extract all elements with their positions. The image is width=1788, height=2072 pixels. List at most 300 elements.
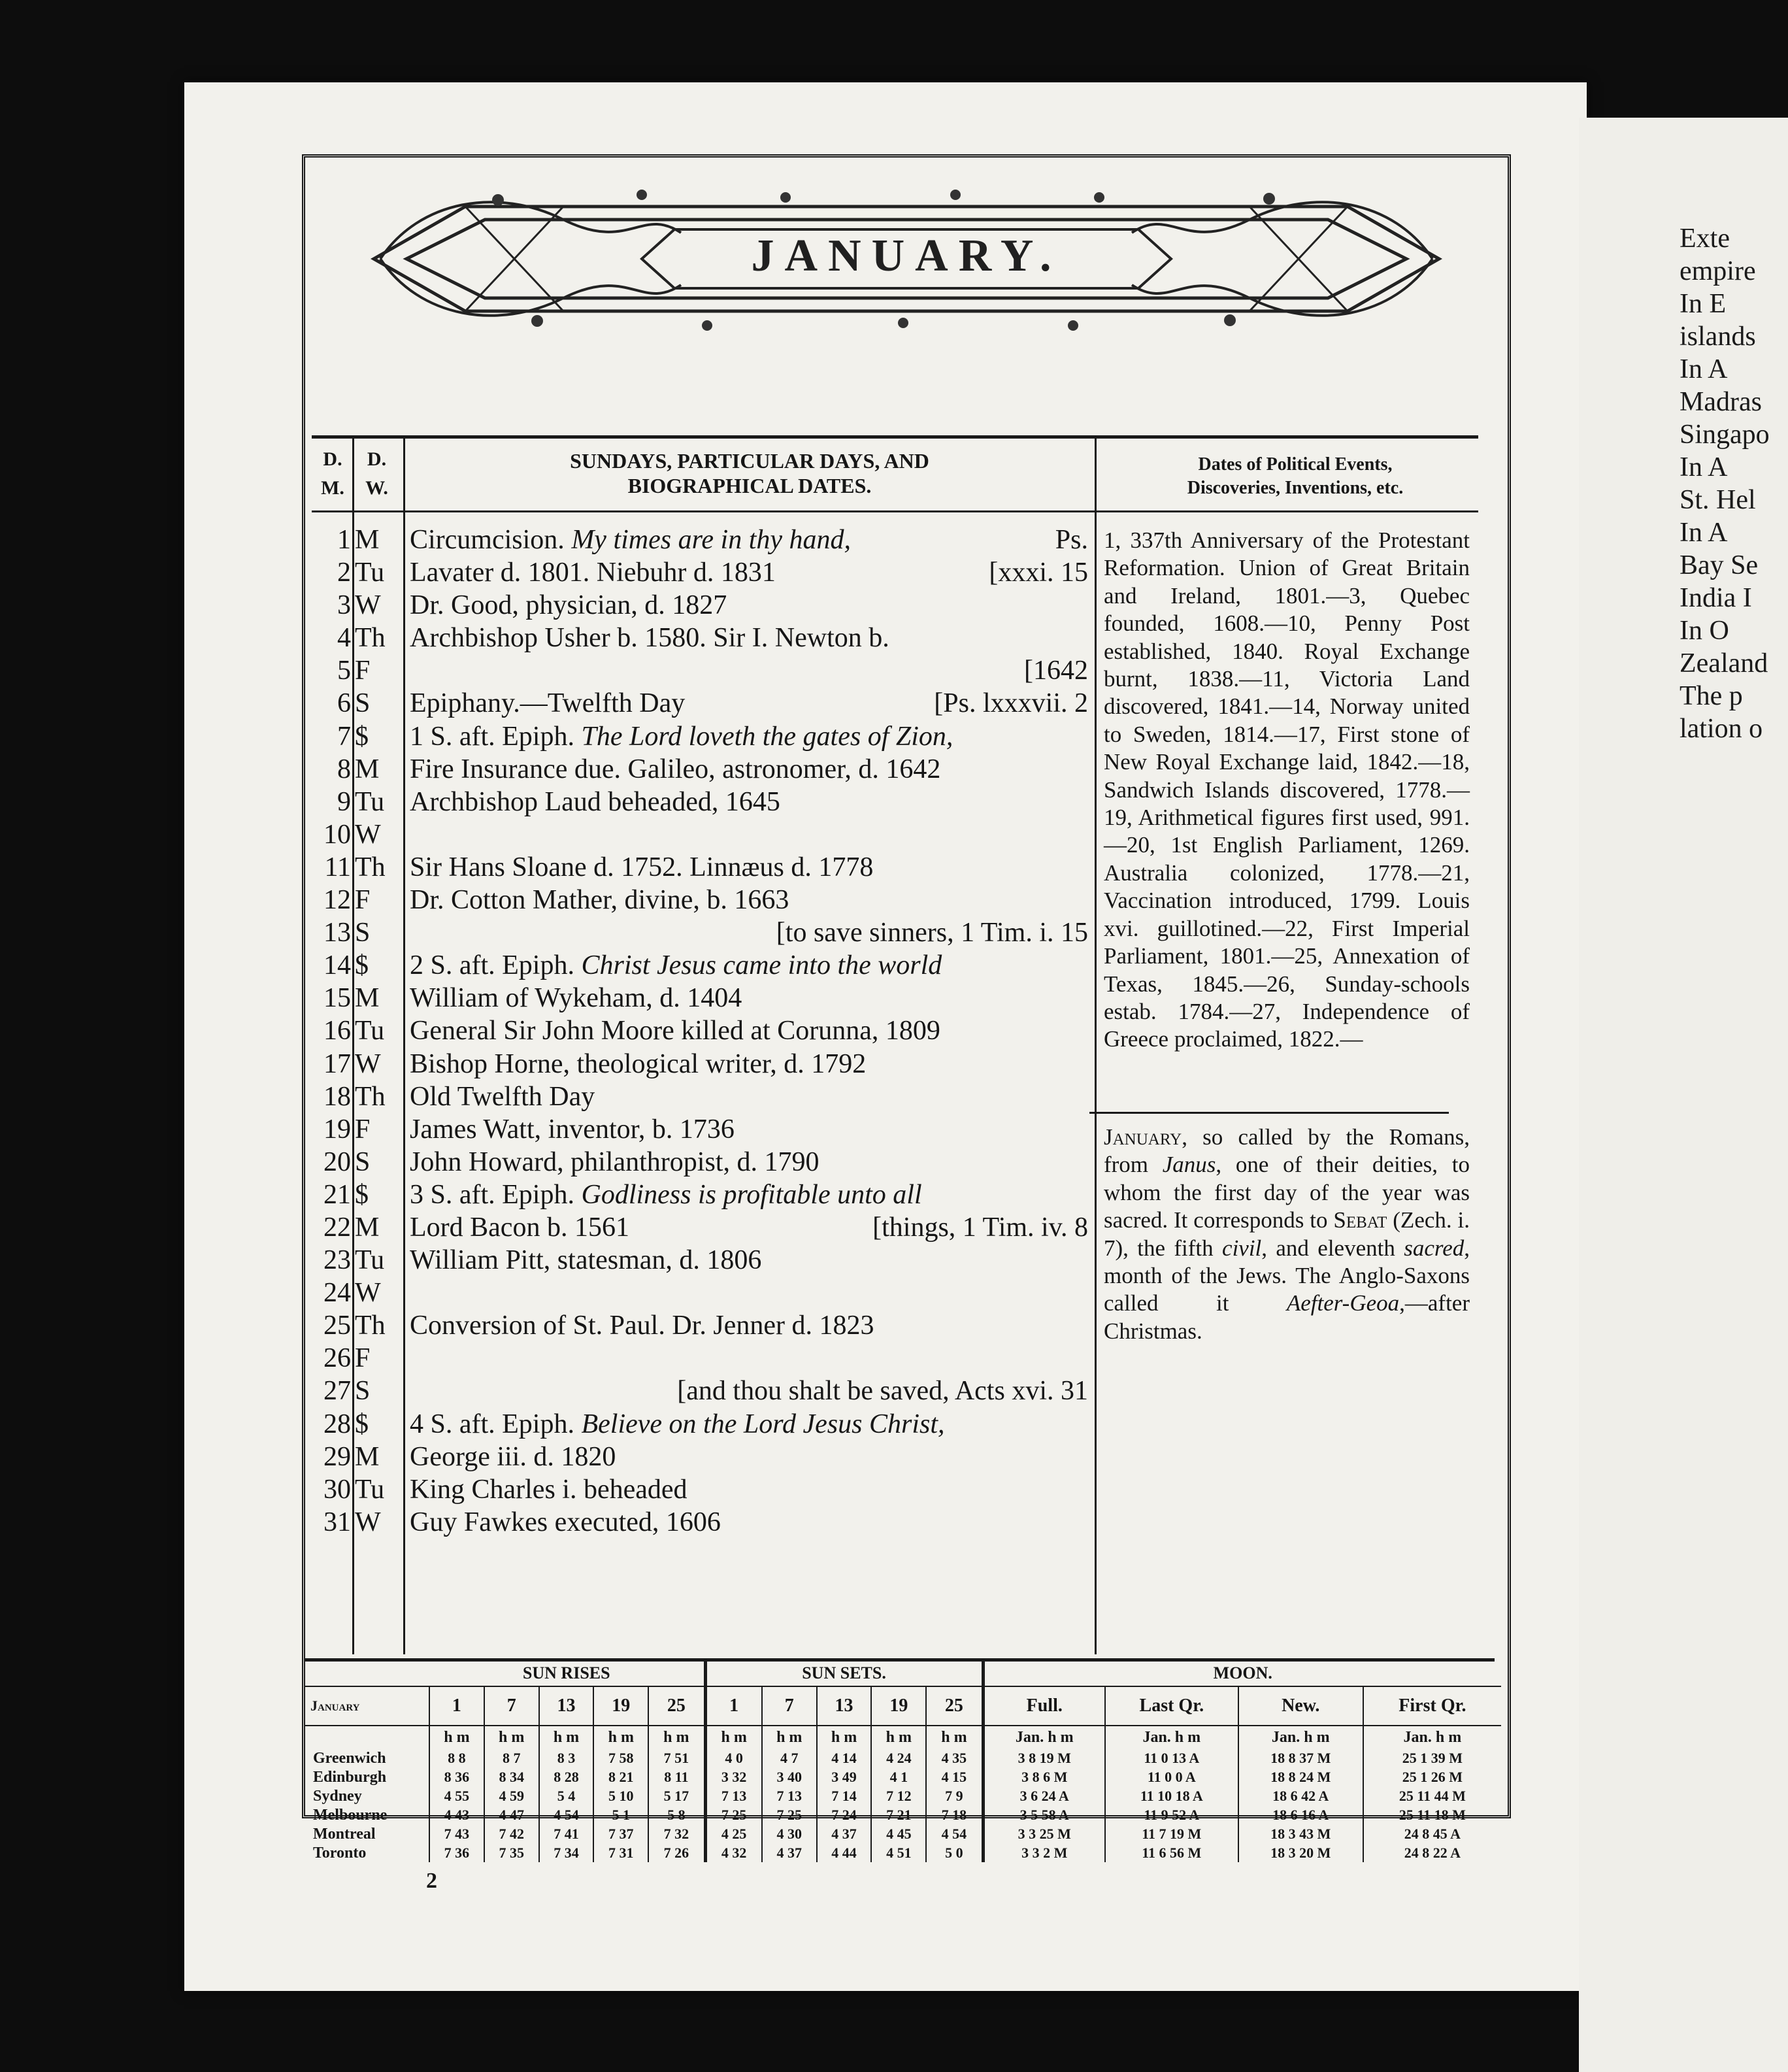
day-entry	[410, 556, 1088, 589]
january-body: , so called by the Romans, from	[1104, 1124, 1470, 1178]
moon-time: 3 8 6 M	[983, 1767, 1105, 1786]
weekday: M	[355, 1212, 380, 1243]
sunrise-time: 4 43	[429, 1805, 484, 1824]
sun-day-header: 1	[429, 1686, 484, 1726]
moon-hm-label: Jan. h m	[1105, 1726, 1238, 1748]
day-entry	[410, 1178, 1088, 1211]
weekday: $	[355, 721, 369, 752]
entry-text: Bishop Horne, theological writer, d. 1792	[410, 1048, 867, 1079]
sun-moon-table	[305, 1661, 1501, 1862]
sunset-time: 4 0	[705, 1748, 762, 1767]
day-number: 1	[337, 525, 351, 555]
sunset-time: 4 25	[705, 1824, 762, 1843]
facing-line: Exte	[1680, 224, 1730, 254]
day-number: 25	[323, 1311, 351, 1341]
january-body: , month of the Jews. The Anglo-Saxons called it	[1104, 1235, 1470, 1316]
sunrise-time: 4 54	[539, 1805, 594, 1824]
day-entry	[410, 851, 1088, 884]
hm-label: h m	[648, 1726, 705, 1748]
entry-text: 1 S. aft. Epiph.	[410, 721, 574, 752]
table-top-rule	[312, 435, 1478, 439]
day-entry	[410, 622, 1088, 654]
hm-label: h m	[762, 1726, 817, 1748]
facing-line: empire	[1680, 256, 1756, 286]
day-row	[312, 1473, 1096, 1506]
moon-time: 25 1 26 M	[1363, 1767, 1501, 1786]
moon-hm-label: Jan. h m	[1363, 1726, 1501, 1748]
day-row	[312, 1309, 1096, 1342]
sunset-time: 7 12	[871, 1786, 926, 1805]
weekday: S	[355, 1376, 371, 1407]
day-row	[312, 1080, 1096, 1113]
sunset-time: 7 24	[817, 1805, 872, 1824]
day-row	[312, 687, 1096, 720]
moon-time: 11 0 13 A	[1105, 1748, 1238, 1767]
sun-day-header: 25	[926, 1686, 983, 1726]
political-events: 1, 337th Anniversary of the Protestant Reformation. Union of Great Britain and Ireland, 1801.—3, Quebec founded, 1608.—10, Penny Post established, 1840. Royal Exchange burnt, 1838.—11, Victoria Land discovered, 1841.—14, Norway united to Sweden, 1814.—17, First stone of New Royal Exchange laid, 1842.—18, Sandwich Islands discovered, 1778.—19, Arithmetical figures first used, 991.—20, 1st English Parliament, 1269. Australia colonized, 1778.—21, Vaccination introduced, 1799. Louis xvi. guillotined.—22, First Imperial Parliament, 1801.—25, Annexation of Texas, 1845.—26, Sunday-schools estab. 1784.—27, Independence of Greece proclaimed, 1822.—	[1104, 527, 1470, 1052]
weekday: Tu	[355, 1474, 385, 1505]
day-row	[312, 884, 1096, 916]
january-body: , and eleventh	[1261, 1235, 1404, 1261]
weekday: W	[355, 1048, 381, 1079]
day-entry	[410, 687, 1088, 720]
sunset-time: 4 45	[871, 1824, 926, 1843]
sunrise-time: 5 8	[648, 1805, 705, 1824]
day-row	[312, 1048, 1096, 1080]
facing-line: Zealand	[1680, 648, 1768, 678]
header-main-line1: SUNDAYS, PARTICULAR DAYS, AND	[570, 449, 929, 473]
sunset-time: 7 25	[762, 1805, 817, 1824]
day-row	[312, 524, 1096, 556]
moon-time: 3 6 24 A	[983, 1786, 1105, 1805]
entry-text: Lord Bacon b. 1561	[410, 1212, 629, 1243]
weekday: Tu	[355, 558, 385, 588]
weekday: $	[355, 1179, 369, 1210]
hm-label: h m	[926, 1726, 983, 1748]
sunrise-time: 5 1	[593, 1805, 648, 1824]
sunrise-time: 7 51	[648, 1748, 705, 1767]
moon-hm-label: Jan. h m	[1238, 1726, 1363, 1748]
day-number: 30	[323, 1474, 351, 1505]
day-number: 21	[323, 1179, 351, 1210]
entry-reference: [things, 1 Tim. iv. 8	[872, 1212, 1088, 1243]
sunset-time: 4 32	[705, 1843, 762, 1862]
sebat-term: Sebat	[1333, 1207, 1387, 1233]
weekday: Th	[355, 1311, 386, 1341]
sunset-time: 4 24	[871, 1748, 926, 1767]
day-row	[312, 1441, 1096, 1473]
sunrise-time: 7 31	[593, 1843, 648, 1862]
day-number: 3	[337, 590, 351, 621]
sunrise-time: 8 34	[484, 1767, 539, 1786]
weekday: Tu	[355, 786, 385, 817]
place-name: Melbourne	[313, 1806, 388, 1824]
day-entry	[410, 786, 1088, 818]
weekday: S	[355, 918, 371, 948]
day-number: 27	[323, 1376, 351, 1407]
day-row	[312, 1211, 1096, 1244]
day-entry	[410, 1014, 1088, 1047]
day-entry	[410, 982, 1088, 1014]
facing-line: In O	[1680, 616, 1729, 646]
weekday: Tu	[355, 1016, 385, 1046]
header-side-line2: Discoveries, Inventions, etc.	[1187, 478, 1404, 498]
entry-scripture: Believe on the Lord Jesus Christ,	[574, 1409, 945, 1439]
sun-day-header: 1	[705, 1686, 762, 1726]
entry-reference: [xxxi. 15	[989, 558, 1088, 588]
entry-text: William of Wykeham, d. 1404	[410, 983, 742, 1014]
entry-text: Circumcision.	[410, 525, 565, 555]
day-number: 10	[323, 819, 351, 850]
day-row	[312, 818, 1096, 851]
moon-time: 18 3 43 M	[1238, 1824, 1363, 1843]
page-number: 2	[426, 1869, 437, 1893]
day-row	[312, 1146, 1096, 1178]
sun-day-header: 19	[871, 1686, 926, 1726]
hm-label: h m	[705, 1726, 762, 1748]
day-row	[312, 654, 1096, 687]
moon-time: 11 9 52 A	[1105, 1805, 1238, 1824]
day-number: 29	[323, 1441, 351, 1472]
day-list	[312, 524, 1096, 1539]
entry-text: William Pitt, statesman, d. 1806	[410, 1245, 762, 1276]
blank-cell	[305, 1726, 429, 1748]
sunrise-time: 5 4	[539, 1786, 594, 1805]
entry-text: Guy Fawkes executed, 1606	[410, 1507, 721, 1537]
sunset-time: 7 25	[705, 1805, 762, 1824]
sunrise-time: 4 59	[484, 1786, 539, 1805]
facing-line: Singapo	[1680, 420, 1770, 450]
weekday: M	[355, 983, 380, 1014]
moon-time: 18 3 20 M	[1238, 1843, 1363, 1862]
sunset-time: 3 40	[762, 1767, 817, 1786]
sunrise-time: 7 34	[539, 1843, 594, 1862]
entry-reference: [1642	[1024, 656, 1088, 686]
weekday: Tu	[355, 1245, 385, 1276]
day-row	[312, 556, 1096, 589]
entry-text: Archbishop Laud beheaded, 1645	[410, 786, 780, 817]
sunset-time: 3 49	[817, 1767, 872, 1786]
day-row	[312, 720, 1096, 753]
header-side-column	[1106, 453, 1485, 500]
month-banner	[367, 180, 1446, 337]
sun-day-header: 19	[593, 1686, 648, 1726]
hm-label: h m	[871, 1726, 926, 1748]
day-number: 20	[323, 1146, 351, 1177]
sun-rises-header: SUN RISES	[429, 1661, 705, 1686]
hm-label: h m	[484, 1726, 539, 1748]
day-entry	[410, 1211, 1088, 1244]
sunset-time: 4 54	[926, 1824, 983, 1843]
facing-page-text	[1680, 222, 1788, 745]
sunrise-time: 7 36	[429, 1843, 484, 1862]
day-row	[312, 1375, 1096, 1407]
entry-text: George iii. d. 1820	[410, 1441, 616, 1472]
entry-text: James Watt, inventor, b. 1736	[410, 1114, 735, 1145]
day-entry	[410, 1146, 1088, 1178]
header-rule	[312, 510, 1478, 512]
day-entry	[410, 1506, 1088, 1539]
facing-line: In A	[1680, 354, 1728, 384]
weekday: F	[355, 885, 371, 916]
place-row	[305, 1824, 1501, 1843]
header-main-column	[410, 448, 1089, 498]
day-entry	[410, 720, 1088, 753]
entry-text: Archbishop Usher b. 1580. Sir I. Newton b.	[410, 623, 889, 654]
place-row	[305, 1748, 1501, 1767]
hm-label: h m	[539, 1726, 594, 1748]
day-row	[312, 1408, 1096, 1441]
day-row	[312, 622, 1096, 654]
moon-time: 11 6 56 M	[1105, 1843, 1238, 1862]
sunrise-time: 7 43	[429, 1824, 484, 1843]
january-body: , one of their deities, to whom the first day of the year was sacred. It corresponds to	[1104, 1152, 1470, 1233]
sunset-time: 4 1	[871, 1767, 926, 1786]
sunset-time: 4 35	[926, 1748, 983, 1767]
sunrise-time: 8 3	[539, 1748, 594, 1767]
side-divider	[1089, 1112, 1449, 1114]
day-row	[312, 982, 1096, 1014]
day-number: 28	[323, 1409, 351, 1439]
day-entry	[410, 1048, 1088, 1080]
entry-text: King Charles i. beheaded	[410, 1474, 687, 1505]
sunset-time: 7 13	[762, 1786, 817, 1805]
sunrise-time: 8 36	[429, 1767, 484, 1786]
january-body: ,—after Christmas.	[1104, 1290, 1470, 1344]
place-name: Sydney	[313, 1787, 362, 1805]
entry-text: General Sir John Moore killed at Corunna, 1809	[410, 1016, 940, 1046]
weekday: F	[355, 1114, 371, 1145]
moon-time: 18 6 42 A	[1238, 1786, 1363, 1805]
sunset-time: 4 14	[817, 1748, 872, 1767]
moon-time: 11 10 18 A	[1105, 1786, 1238, 1805]
day-entry	[410, 884, 1088, 916]
day-entry	[410, 1473, 1088, 1506]
sunset-time: 7 21	[871, 1805, 926, 1824]
sunset-time: 4 37	[762, 1843, 817, 1862]
sunrise-time: 7 58	[593, 1748, 648, 1767]
moon-time: 3 3 2 M	[983, 1843, 1105, 1862]
weekday: Th	[355, 1081, 386, 1112]
sunset-time: 4 15	[926, 1767, 983, 1786]
sacred-term: sacred	[1404, 1235, 1465, 1261]
moon-time: 11 7 19 M	[1105, 1824, 1238, 1843]
entry-text: John Howard, philanthropist, d. 1790	[410, 1146, 820, 1177]
moon-time: 18 8 37 M	[1238, 1748, 1363, 1767]
sunrise-time: 8 7	[484, 1748, 539, 1767]
facing-line: In A	[1680, 518, 1728, 548]
header-main-line2: BIOGRAPHICAL DATES.	[627, 474, 872, 497]
sunrise-time: 5 17	[648, 1786, 705, 1805]
sunrise-time: 8 11	[648, 1767, 705, 1786]
sunset-time: 4 30	[762, 1824, 817, 1843]
entry-text: Dr. Cotton Mather, divine, b. 1663	[410, 885, 789, 916]
entry-text: Sir Hans Sloane d. 1752. Linnæus d. 1778	[410, 852, 874, 882]
sunset-time: 7 18	[926, 1805, 983, 1824]
page-frame	[302, 154, 1511, 1893]
facing-line: India I	[1680, 583, 1752, 613]
moon-hm-label: Jan. h m	[983, 1726, 1105, 1748]
sun-table-label: January	[305, 1686, 429, 1726]
sunrise-time: 4 55	[429, 1786, 484, 1805]
day-row	[312, 1178, 1096, 1211]
civil-term: civil	[1222, 1235, 1262, 1261]
day-row	[312, 949, 1096, 982]
day-number: 19	[323, 1114, 351, 1145]
place-name: Toronto	[313, 1844, 367, 1862]
sunrise-time: 7 32	[648, 1824, 705, 1843]
day-number: 15	[323, 983, 351, 1014]
calendar-page	[184, 82, 1587, 1991]
moon-time: 18 6 16 A	[1238, 1805, 1363, 1824]
sunrise-time: 8 8	[429, 1748, 484, 1767]
day-number: 9	[337, 786, 351, 817]
place-row	[305, 1805, 1501, 1824]
entry-text: Conversion of St. Paul. Dr. Jenner d. 1823	[410, 1311, 874, 1341]
moon-time: 25 1 39 M	[1363, 1748, 1501, 1767]
sunrise-time: 7 37	[593, 1824, 648, 1843]
day-number: 14	[323, 950, 351, 981]
weekday: W	[355, 1278, 381, 1309]
day-number: 8	[337, 754, 351, 784]
place-name: Montreal	[313, 1825, 376, 1843]
weekday: F	[355, 1343, 371, 1374]
day-number: 16	[323, 1016, 351, 1046]
day-entry	[410, 1113, 1088, 1146]
day-number: 18	[323, 1081, 351, 1112]
sun-sets-header: SUN SETS.	[705, 1661, 983, 1686]
sunset-time: 7 9	[926, 1786, 983, 1805]
day-entry	[410, 524, 1088, 556]
moon-phase-header: Last Qr.	[1105, 1686, 1238, 1726]
day-number: 26	[323, 1343, 351, 1374]
sunrise-time: 7 41	[539, 1824, 594, 1843]
hm-label: h m	[817, 1726, 872, 1748]
entry-reference: [to save sinners, 1 Tim. i. 15	[776, 918, 1088, 948]
sun-day-header: 13	[539, 1686, 594, 1726]
sunset-time: 7 13	[705, 1786, 762, 1805]
sun-day-header: 7	[762, 1686, 817, 1726]
day-row	[312, 1506, 1096, 1539]
day-entry	[410, 1080, 1088, 1113]
sunset-time: 4 7	[762, 1748, 817, 1767]
entry-scripture: Christ Jesus came into the world	[574, 950, 942, 981]
entry-scripture: Godliness is profitable unto all	[574, 1179, 922, 1210]
day-number: 24	[323, 1278, 351, 1309]
day-row	[312, 589, 1096, 622]
weekday: F	[355, 656, 371, 686]
sunset-time: 4 51	[871, 1843, 926, 1862]
entry-text: Fire Insurance due. Galileo, astronomer, d. 1642	[410, 754, 941, 784]
day-entry	[410, 949, 1088, 982]
entry-text: Dr. Good, physician, d. 1827	[410, 590, 727, 621]
weekday: Th	[355, 852, 386, 882]
sunrise-time: 7 26	[648, 1843, 705, 1862]
month-title: JANUARY.	[751, 231, 1062, 281]
january-note	[1104, 1124, 1470, 1345]
sunrise-time: 7 42	[484, 1824, 539, 1843]
sun-day-header: 13	[817, 1686, 872, 1726]
day-entry	[410, 1408, 1088, 1441]
day-number: 13	[323, 918, 351, 948]
place-name: Greenwich	[313, 1749, 386, 1767]
day-row	[312, 1244, 1096, 1277]
day-row	[312, 753, 1096, 786]
weekday: M	[355, 754, 380, 784]
weekday: M	[355, 525, 380, 555]
entry-text: Lavater d. 1801. Niebuhr d. 1831	[410, 558, 776, 588]
day-number: 2	[337, 558, 351, 588]
moon-phase-header: Full.	[983, 1686, 1105, 1726]
sunset-time: 4 37	[817, 1824, 872, 1843]
entry-text: 3 S. aft. Epiph.	[410, 1179, 574, 1210]
day-entry	[410, 589, 1088, 622]
sunset-time: 7 14	[817, 1786, 872, 1805]
moon-time: 11 0 0 A	[1105, 1767, 1238, 1786]
weekday: W	[355, 819, 381, 850]
sunset-time: 5 0	[926, 1843, 983, 1862]
day-number: 7	[337, 721, 351, 752]
place-row	[305, 1786, 1501, 1805]
day-row	[312, 916, 1096, 949]
moon-time: 3 8 19 M	[983, 1748, 1105, 1767]
facing-line: lation o	[1680, 714, 1763, 744]
day-row	[312, 851, 1096, 884]
day-number: 11	[324, 852, 351, 882]
sunset-time: 4 44	[817, 1843, 872, 1862]
january-body: (Zech. i. 7), the fifth	[1104, 1207, 1470, 1261]
moon-time: 18 8 24 M	[1238, 1767, 1363, 1786]
day-row	[312, 1277, 1096, 1309]
moon-header: MOON.	[983, 1661, 1501, 1686]
aefter-term: Aefter-Geoa	[1286, 1290, 1400, 1316]
moon-phase-header: New.	[1238, 1686, 1363, 1726]
weekday: Th	[355, 623, 386, 654]
day-entry	[410, 1441, 1088, 1473]
place-row	[305, 1843, 1501, 1862]
sunrise-time: 8 21	[593, 1767, 648, 1786]
day-row	[312, 1014, 1096, 1047]
moon-time: 3 3 25 M	[983, 1824, 1105, 1843]
moon-time: 25 11 18 M	[1363, 1805, 1501, 1824]
day-entry	[410, 1309, 1088, 1342]
moon-phase-header: First Qr.	[1363, 1686, 1501, 1726]
place-row	[305, 1767, 1501, 1786]
place-name: Edinburgh	[313, 1768, 387, 1786]
sun-day-header: 7	[484, 1686, 539, 1726]
facing-line: islands	[1680, 322, 1756, 352]
weekday: $	[355, 950, 369, 981]
header-day-of-week: D. W.	[365, 448, 388, 499]
janus-term: Janus	[1162, 1152, 1216, 1178]
facing-line: Madras	[1680, 387, 1762, 417]
day-number: 12	[323, 885, 351, 916]
sun-day-header: 25	[648, 1686, 705, 1726]
facing-line: In E	[1680, 289, 1727, 319]
day-number: 22	[323, 1212, 351, 1243]
weekday: S	[355, 688, 371, 719]
facing-line: St. Hel	[1680, 485, 1756, 515]
sunrise-time: 5 10	[593, 1786, 648, 1805]
moon-time: 3 5 58 A	[983, 1805, 1105, 1824]
header-side-line1: Dates of Political Events,	[1198, 454, 1393, 475]
header-day-of-month: D. M.	[321, 448, 344, 499]
blank-cell	[305, 1661, 429, 1686]
weekday: M	[355, 1441, 380, 1472]
hm-label: h m	[429, 1726, 484, 1748]
entry-scripture: My times are in thy hand,	[564, 525, 852, 555]
january-lead: January	[1104, 1124, 1182, 1150]
